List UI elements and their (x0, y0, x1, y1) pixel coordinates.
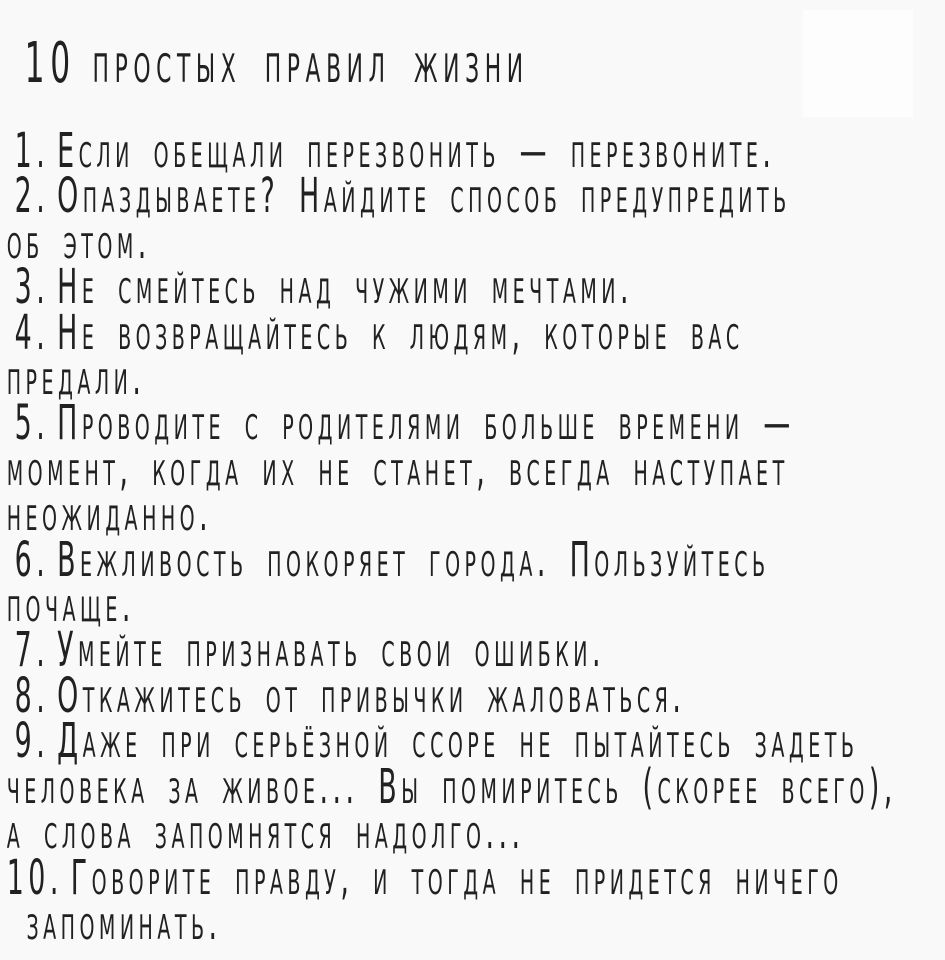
rule-text: Если обещали перезвонить — перезвоните. (57, 123, 776, 179)
rule-number: 9. (14, 713, 50, 770)
rule-number: 10. (6, 849, 63, 906)
rule-number: 3. (14, 259, 50, 316)
rule-number: 2. (14, 168, 50, 225)
rule-text: Не возвращайтесь к людям, которые вас (57, 304, 744, 361)
title-text: простых правил жизни (92, 31, 529, 96)
rule-first-line (7, 713, 945, 770)
rule-number: 5. (14, 395, 50, 452)
rule-number: 7. (14, 622, 50, 679)
rule-continuation-line: предали. (6, 350, 146, 407)
rule-text: Говорите правду, и тогда не придется ничего (70, 849, 843, 906)
rule-continuation-line: человека за живое... Вы помиритесь (скорее всего), (6, 758, 897, 815)
title-number: 10 (24, 31, 76, 96)
rule-first-line (7, 168, 945, 225)
page-title (0, 31, 945, 96)
rule-continuation-line: почаще. (6, 577, 135, 634)
rules-list (0, 123, 945, 951)
rule-continuation-line: неожиданно. (6, 486, 213, 543)
rule-text: Опаздываете? Найдите способ предупредить (57, 168, 791, 225)
rule-first-line (7, 531, 945, 588)
rule-text: Даже при серьёзной ссоре не пытайтесь задеть (57, 713, 859, 770)
rule-text: Вежливость покоряет города. Пользуйтесь (57, 531, 770, 588)
rule-continuation-line: запоминать. (6, 894, 222, 951)
rule-number: 8. (14, 667, 50, 724)
rule-text: Проводите с родителями больше времени — (57, 395, 795, 452)
rule-text: Не смейтесь над чужими мечтами. (57, 259, 633, 316)
rule-number: 4. (14, 304, 50, 361)
rule-continuation-line: об этом. (6, 213, 151, 270)
rule-number: 6. (14, 531, 50, 588)
rule-continuation-line: а слова запомнятся надолго... (6, 804, 525, 861)
rule-continuation-line: момент, когда их не станет, всегда наступает (6, 440, 789, 497)
rule-text: Откажитесь от привычки жаловаться. (57, 667, 686, 724)
rule-number: 1. (14, 123, 50, 179)
rule-text: Умейте признавать свои ошибки. (57, 622, 605, 679)
rule-first-line (7, 304, 945, 361)
